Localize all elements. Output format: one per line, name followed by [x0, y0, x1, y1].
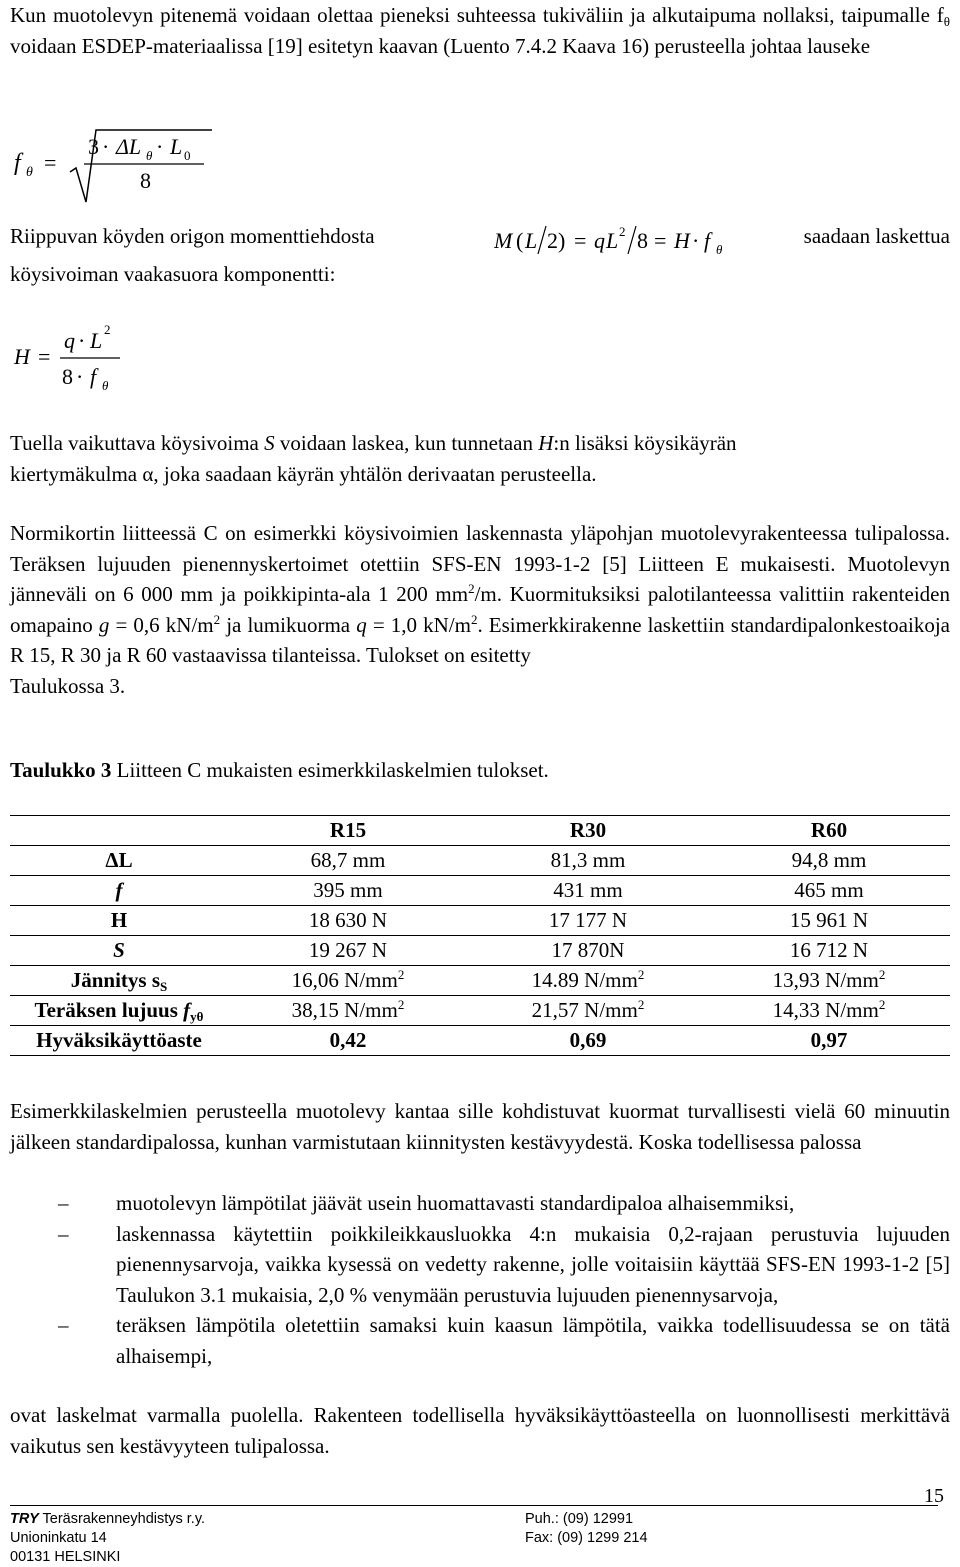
table-header-empty — [10, 816, 228, 846]
table-caption — [10, 758, 549, 783]
table-row — [10, 936, 950, 966]
intro-line1: Kun muotolevyn pitenemä voidaan olettaa pieneksi suhteessa tukiväliin ja alkutaipuma — [10, 3, 756, 27]
table-cell: 465 mm — [708, 876, 950, 906]
row-label-utilization: Hyväksikäyttöaste — [10, 1026, 228, 1056]
para2-g2: Taulukossa 3. — [10, 673, 126, 698]
h-symbol: H — [674, 228, 690, 253]
stress-v1: 16,06 N/mm — [291, 968, 398, 992]
strength-label: Teräksen lujuus — [34, 998, 184, 1022]
row-label-f: f — [10, 876, 228, 906]
eq-sign: = — [38, 344, 51, 369]
l-num: L — [90, 328, 103, 353]
f-den-sub: θ — [102, 378, 109, 393]
para1-b: voidaan laskea, kun tunnetaan — [274, 431, 539, 455]
q-num: q — [64, 328, 75, 353]
para2-q: q — [356, 612, 367, 637]
sup-two: 2 — [619, 224, 626, 239]
para1-d: kiertymäkulma α, joka saadaan käyrän yhtälön derivaatan perusteella. — [10, 461, 597, 486]
table-header-row — [10, 816, 950, 846]
formula-horizontal-force — [14, 320, 214, 400]
row-label-strength — [10, 996, 228, 1026]
formula-eq: = — [44, 150, 57, 175]
two: 2 — [547, 228, 558, 253]
eight-den: 8 — [62, 364, 73, 389]
table-caption-bold: Taulukko 3 — [10, 758, 112, 782]
formula-f-sub: θ — [26, 165, 33, 180]
dot-den: · — [76, 364, 84, 389]
table-header-r60: R60 — [708, 816, 950, 846]
formula-3: 3 — [88, 134, 99, 159]
formula-f: f — [14, 150, 21, 176]
formula-l: L — [170, 134, 183, 159]
table-cell: 15 961 N — [708, 906, 950, 936]
list-item — [10, 1188, 950, 1219]
para1-c: :n lisäksi köysikäyrän — [553, 431, 737, 455]
table-cell: 0,97 — [708, 1026, 950, 1056]
table-cell — [468, 966, 708, 996]
reasons-list — [10, 1188, 950, 1371]
equals: = — [574, 228, 587, 253]
list-item-text: teräksen lämpötila oletettiin samaksi kuin kaasun lämpötila, vaikka todellisuudessa se on tätä alhaisempi, — [116, 1313, 950, 1368]
formula-horizontal-svg — [14, 320, 214, 400]
footer-address — [10, 1510, 205, 1567]
strength-v3: 14,33 N/mm — [772, 998, 879, 1022]
table-cell: 16 712 N — [708, 936, 950, 966]
table-header-r30: R30 — [468, 816, 708, 846]
strength-v2-sup: 2 — [637, 997, 645, 1012]
table-cell: 0,42 — [228, 1026, 468, 1056]
eight: 8 — [637, 228, 648, 253]
sup-num: 2 — [104, 322, 111, 337]
moment-text-b: saadaan laskettua — [803, 224, 950, 248]
table-cell: 395 mm — [228, 876, 468, 906]
row-label-delta: ΔL — [10, 846, 228, 876]
intro-paragraph — [10, 0, 950, 61]
intro-line3: Kaava 16) perusteella johtaa lauseke — [562, 33, 871, 58]
formula-l-sub: 0 — [184, 148, 191, 163]
table-cell — [708, 966, 950, 996]
page-number: 15 — [924, 1485, 944, 1507]
l2-symbol: L — [606, 228, 619, 253]
row-label-s: S — [10, 936, 228, 966]
slash2 — [628, 226, 636, 254]
paragraph-conclusion: Esimerkkilaskelmien perusteella muotolevy kantaa sille kohdistuvat kuormat turvallisesti vielä 60 minuutin jälkeen standardipalossa, kunhan varmistutaan kiinnitysten kestävyydestä. Koska todellisessa palossa — [10, 1099, 950, 1154]
theta-sub: θ — [943, 14, 950, 29]
results-table — [10, 815, 950, 1056]
para2-b: /m. Kuormituksiksi palotilanteessa valittiin rakenteiden omapaino — [10, 582, 950, 637]
table-row — [10, 996, 950, 1026]
table-cell: 17 177 N — [468, 906, 708, 936]
table-cell: 0,69 — [468, 1026, 708, 1056]
list-item-text: muotolevyn lämpötilat jäävät usein huomattavasti standardipaloa alhaisemmiksi, — [116, 1191, 795, 1215]
l-symbol: L — [525, 228, 538, 253]
footer-contact — [525, 1510, 648, 1548]
moment-text-a: Riippuvan köyden origon momenttiehdosta — [10, 224, 375, 248]
para1-h: H — [538, 431, 554, 455]
para2-d: ja lumikuorma — [220, 612, 357, 637]
list-item — [10, 1310, 950, 1371]
f-sub: θ — [716, 242, 723, 257]
row-label-h: H — [10, 906, 228, 936]
stress-v3-sup: 2 — [878, 967, 886, 982]
dash-bullet: – — [58, 1221, 69, 1246]
formula-den: 8 — [140, 168, 151, 193]
dot: · — [692, 228, 700, 253]
stress-v1-sup: 2 — [397, 967, 405, 982]
intro-line2b: voidaan ESDEP-materiaalissa [19] esitetyn kaavan (Luento 7.4.2 — [10, 33, 558, 58]
para1-s: S — [264, 431, 275, 455]
f-den: f — [90, 364, 97, 389]
dash-bullet: – — [58, 1313, 69, 1337]
formula-sag — [14, 128, 314, 208]
paragraph-cable-force — [10, 428, 950, 489]
table-cell: 431 mm — [468, 876, 708, 906]
h-lhs: H — [14, 344, 30, 369]
row-label-stress — [10, 966, 228, 996]
table-row — [10, 966, 950, 996]
dash-bullet: – — [58, 1191, 69, 1215]
footer-street: Unioninkatu 14 — [10, 1530, 107, 1546]
table-cell — [468, 996, 708, 1026]
para2-sup3: 2 — [470, 611, 478, 627]
para2-sup2: 2 — [213, 611, 221, 627]
stress-v3: 13,93 N/mm — [772, 968, 879, 992]
open-paren: ( — [516, 228, 524, 253]
stress-label-sub: S — [160, 979, 168, 994]
table-cell: 18 630 N — [228, 906, 468, 936]
table-cell: 68,7 mm — [228, 846, 468, 876]
paragraph-final: ovat laskelmat varmalla puolella. Rakenteen todellisella hyväksikäyttöasteella on luonnollisesti merkittävä vaikutus sen kestävyyteen tulipalossa. — [10, 1403, 950, 1458]
formula-delta-sub: θ — [146, 148, 153, 163]
intro-line2a: nollaksi, taipumalle f — [762, 3, 944, 27]
para2-a: Normikortin liitteessä C on esimerkki köysivoimien laskennasta yläpohjan muotolevyrakenteessa tulipalossa. Teräksen lujuuden pienennyskertoimet otettiin SFS-EN 1993-1-2 [5] Liitteen E mukaisesti. Muotolevyn jänneväli on 6 000 mm ja poikkipinta-ala 1 200 mm — [10, 521, 950, 606]
strength-v3-sup: 2 — [878, 997, 886, 1012]
q-symbol: q — [594, 228, 605, 253]
footer-phone: Puh.: (09) 12991 — [525, 1511, 634, 1527]
stress-label: Jännitys s — [70, 968, 161, 992]
dot-num: · — [78, 328, 86, 353]
f-symbol: f — [704, 228, 711, 253]
formula-moment — [494, 222, 774, 262]
footer-org: Teräsrakenneyhdistys r.y. — [38, 1511, 206, 1527]
list-item-text: laskennassa käytettiin poikkileikkausluokka 4:n mukaisia 0,2-rajaan perustuvia lujuuden pienennysarvoja, vaikka kysessä on vedetty rakenne, jolle voitaisiin käyttää SFS-EN 1993-1-2 [5] Taulukon 3.1 mukaisia, 2,0 % venymään perustuvia lujuuden pienennysarvoja, — [116, 1221, 950, 1307]
footer-divider — [10, 1505, 938, 1506]
formula-dot: · — [102, 134, 110, 159]
close-paren: ) — [558, 228, 566, 253]
brand-logo-text: TRY — [10, 1511, 39, 1527]
table-header-r15: R15 — [228, 816, 468, 846]
table-row — [10, 1026, 950, 1056]
strength-label-sub: yθ — [190, 1009, 204, 1024]
slash — [538, 226, 546, 254]
strength-label-f: f — [183, 998, 191, 1022]
table-row — [10, 906, 950, 936]
stress-v2: 14.89 N/mm — [531, 968, 638, 992]
table-cell: 17 870N — [468, 936, 708, 966]
stress-v2-sup: 2 — [637, 967, 645, 982]
table-row — [10, 846, 950, 876]
strength-v2: 21,57 N/mm — [531, 998, 638, 1022]
paragraph-example — [10, 518, 950, 701]
para2-c: = 0,6 kN/m — [109, 612, 214, 637]
footer-city: 00131 HELSINKI — [10, 1549, 121, 1565]
table-cell — [228, 996, 468, 1026]
formula-dot2: · — [156, 134, 164, 159]
table-cell: 81,3 mm — [468, 846, 708, 876]
table-cell: 94,8 mm — [708, 846, 950, 876]
table-cell: 19 267 N — [228, 936, 468, 966]
strength-v1: 38,15 N/mm — [291, 998, 398, 1022]
formula-sag-svg — [14, 128, 314, 208]
para2-e: = 1,0 kN/m — [366, 612, 471, 637]
para2-g: g — [98, 612, 110, 637]
table-cell — [228, 966, 468, 996]
table-row — [10, 876, 950, 906]
formula-delta-l: ΔL — [116, 134, 142, 159]
m-symbol: M — [494, 228, 513, 253]
formula-moment-svg — [494, 222, 774, 262]
table-caption-rest: Liitteen C mukaisten esimerkkilaskelmien tulokset. — [111, 758, 549, 782]
list-item — [10, 1219, 950, 1311]
para1-a: Tuella vaikuttava köysivoima — [10, 431, 265, 455]
para2-f: . Esimerkkirakenne laskettiin standardipalonkestoaikoja R 15, R 30 ja R 60 vastaavissa tilanteissa. Tulokset on esitetty — [10, 612, 950, 667]
strength-v1-sup: 2 — [397, 997, 405, 1012]
table-cell — [708, 996, 950, 1026]
moment-text-c: köysivoiman vaakasuora komponentti: — [10, 262, 336, 286]
equals2: = — [654, 228, 667, 253]
para2-sup1: 2 — [468, 581, 475, 596]
footer-fax: Fax: (09) 1299 214 — [525, 1530, 648, 1546]
